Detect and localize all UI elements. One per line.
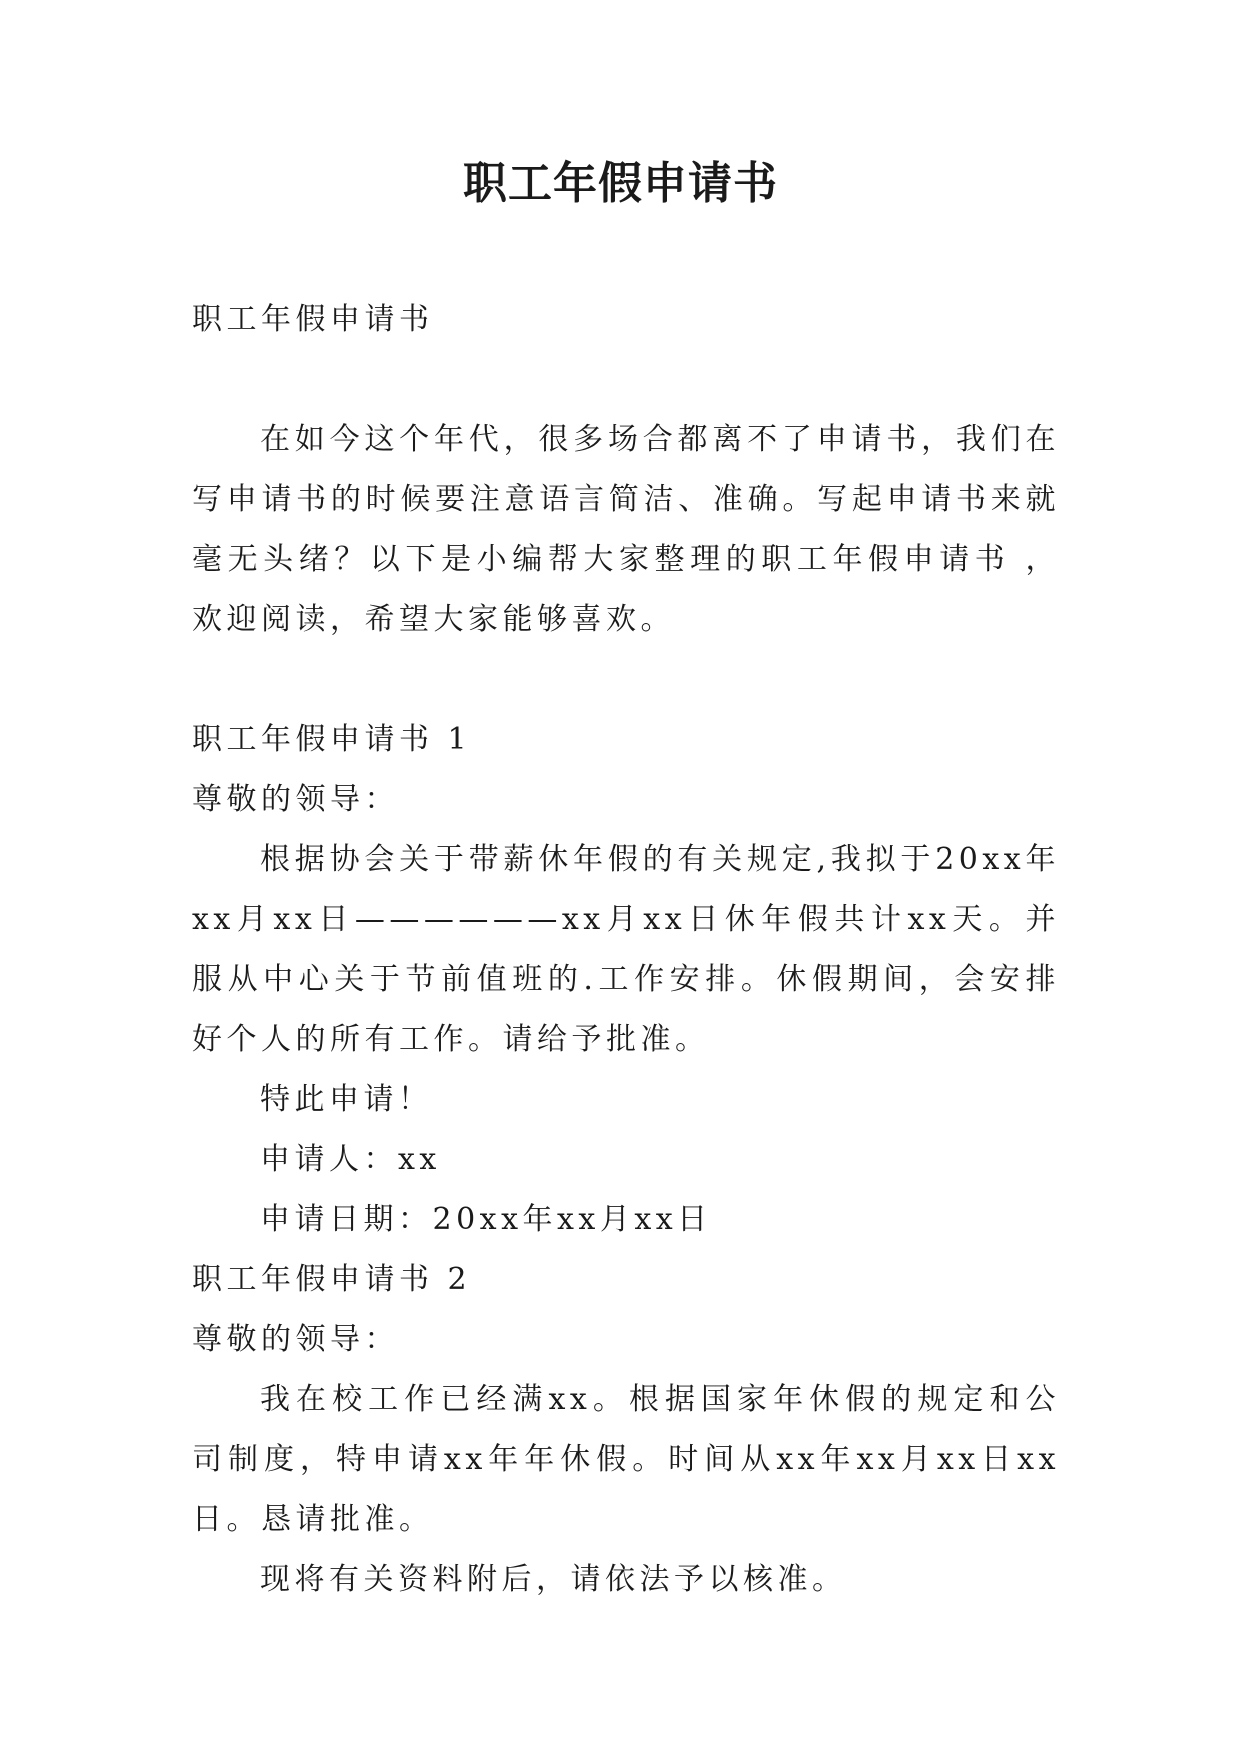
letter1-heading: 职工年假申请书 1 [192,722,472,757]
letter1-applicant: 申请人：xx [260,1142,441,1177]
letter2-salutation: 尊敬的领导： [192,1322,399,1357]
document-title: 职工年假申请书 [463,158,778,209]
letter2-closing: 现将有关资料附后，请依法予以核准。 [260,1562,847,1597]
letter2-body: 我在校工作已经满xx。根据国家年休假的规定和公司制度，特申请xx年年休假。时间从xx年xx月xx日xx日。恳请批准。 [192,1382,1060,1537]
letter1-salutation: 尊敬的领导： [192,782,399,817]
letter1-body: 根据协会关于带薪休年假的有关规定,我拟于20xx年xx月xx日——————xx月xx日休年假共计xx天。并服从中心关于节前值班的.工作安排。休假期间，会安排好个人的所有工作。请给予批准。 [192,842,1060,1057]
letter2-heading: 职工年假申请书 2 [192,1262,472,1297]
document-subtitle: 职工年假申请书 [192,302,434,337]
document-body [192,290,1060,1610]
letter1-closing: 特此申请！ [260,1082,433,1117]
intro-paragraph: 在如今这个年代，很多场合都离不了申请书，我们在写申请书的时候要注意语言简洁、准确。写起申请书来就毫无头绪？以下是小编帮大家整理的职工年假申请书 ，欢迎阅读，希望大家能够喜欢。 [192,422,1060,637]
letter1-date: 申请日期：20xx年xx月xx日 [260,1202,712,1237]
